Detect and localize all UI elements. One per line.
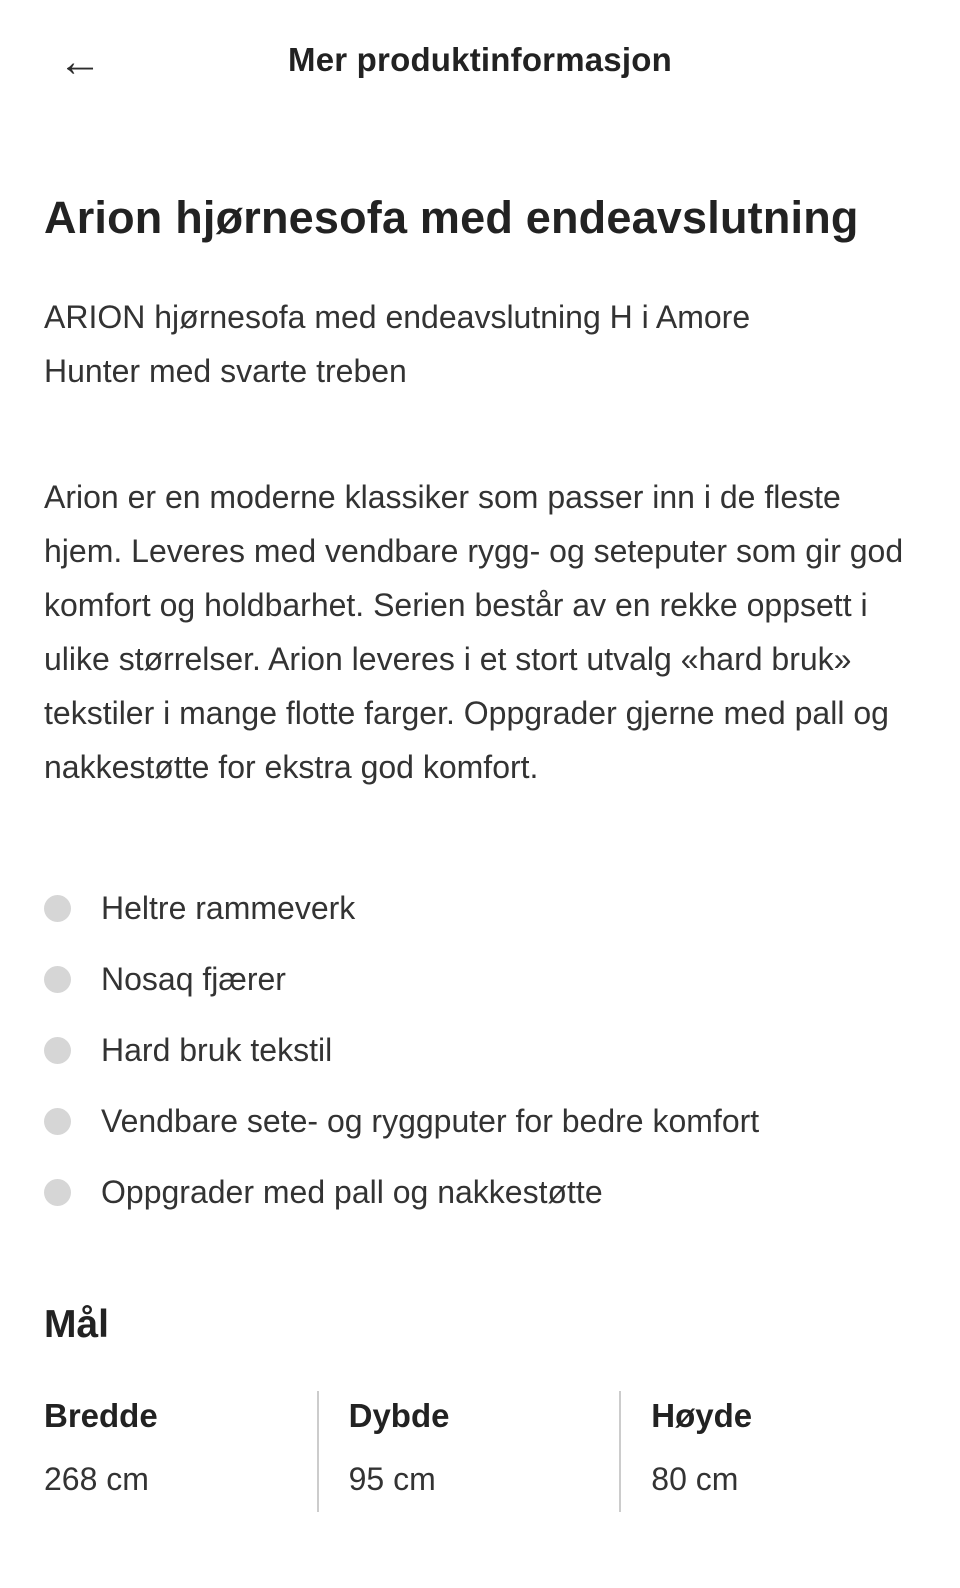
list-item — [44, 961, 916, 998]
measurements-row — [44, 1391, 916, 1512]
list-item — [44, 1032, 916, 1069]
back-arrow-icon: ← — [58, 37, 102, 86]
main-content — [0, 192, 960, 1512]
feature-list — [44, 890, 916, 1211]
bullet-icon — [44, 1108, 71, 1135]
measurement-height — [619, 1391, 916, 1512]
measurement-depth — [317, 1391, 620, 1512]
product-title: Arion hjørnesofa med endeavslutning — [44, 192, 859, 243]
measurement-value: 80 cm — [651, 1461, 739, 1497]
product-subtitle: ARION hjørnesofa med endeavslutning H i Amore Hunter med svarte treben — [44, 299, 751, 389]
bullet-icon — [44, 1179, 71, 1206]
bullet-icon — [44, 895, 71, 922]
measurement-label: Høyde — [651, 1397, 753, 1434]
feature-label: Heltre rammeverk — [101, 890, 356, 926]
feature-label: Oppgrader med pall og nakkestøtte — [101, 1174, 603, 1210]
measurement-value: 268 cm — [44, 1461, 149, 1497]
feature-label: Vendbare sete- og ryggputer for bedre komfort — [101, 1103, 760, 1139]
list-item — [44, 1174, 916, 1211]
bullet-icon — [44, 1037, 71, 1064]
header — [0, 0, 960, 120]
list-item — [44, 1103, 916, 1140]
bullet-icon — [44, 966, 71, 993]
back-button[interactable] — [52, 34, 108, 90]
product-description: Arion er en moderne klassiker som passer inn i de fleste hjem. Leveres med vendbare rygg- og seteputer som gir god komfort og holdbarhet. Serien består av en rekke oppsett i ulike størrelser. Arion leveres i et stort utvalg «hard bruk» tekstiler i mange flotte farger. Oppgrader gjerne med pall og nakkestøtte for ekstra god komfort. — [44, 479, 904, 785]
measurements-title: Mål — [44, 1303, 110, 1346]
page-title: Mer produktinformasjon — [288, 41, 672, 78]
measurement-value: 95 cm — [348, 1461, 436, 1497]
measurement-width — [44, 1391, 317, 1512]
feature-label: Hard bruk tekstil — [101, 1032, 333, 1068]
measurement-label: Bredde — [44, 1397, 158, 1434]
list-item — [44, 890, 916, 927]
feature-label: Nosaq fjærer — [101, 961, 286, 997]
measurement-label: Dybde — [348, 1397, 450, 1434]
